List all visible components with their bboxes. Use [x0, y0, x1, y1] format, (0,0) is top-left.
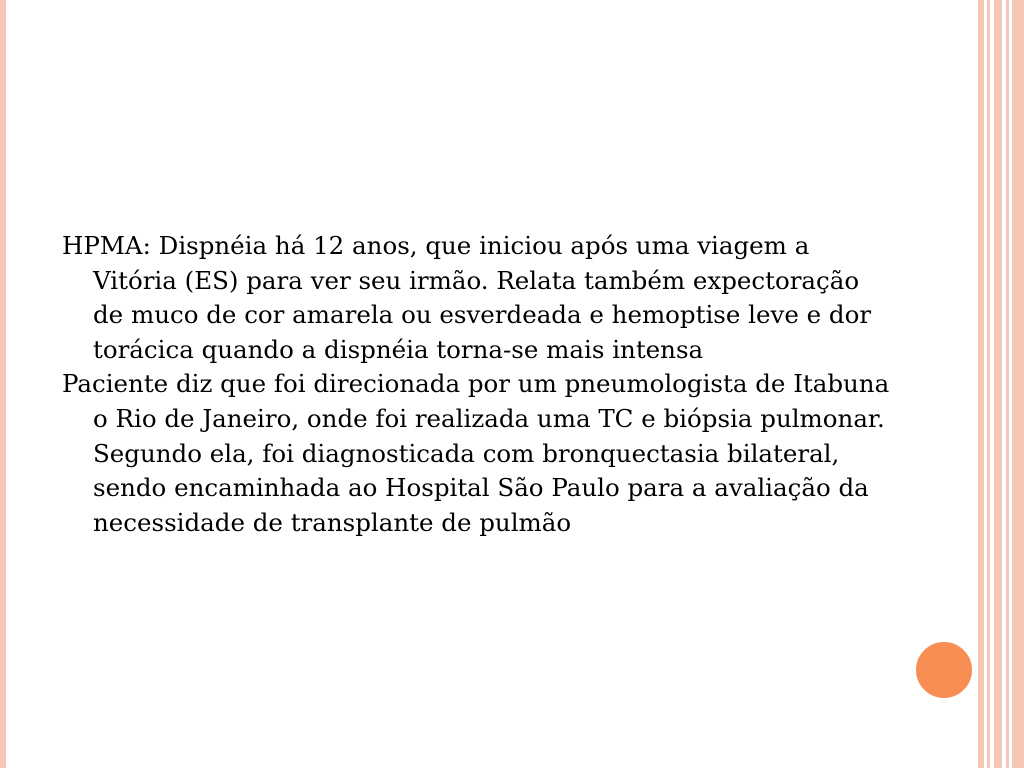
stripe: [994, 0, 1002, 768]
stripe: [1012, 0, 1024, 768]
stripe: [1006, 0, 1009, 768]
paragraph-hpma: HPMA: Dispnéia há 12 anos, que iniciou após uma viagem a Vitória (ES) para ver seu irmão. Relata também expectoração de muco de cor amarela ou esverdeada e hemoptise leve e dor torácica quando a dispnéia torna-se mais intensa: [62, 231, 872, 364]
accent-circle: [913, 639, 975, 701]
slide-body: [62, 229, 892, 540]
stripe: [978, 0, 984, 768]
stripe: [987, 0, 990, 768]
paragraph-paciente: Paciente diz que foi direcionada por um pneumologista de Itabuna o Rio de Janeiro, onde foi realizada uma TC e biópsia pulmonar. Segundo ela, foi diagnosticada com bronquectasia bilateral, sendo encaminhada ao Hospital São Paulo para a avaliação da necessidade de transplante de pulmão: [62, 369, 890, 537]
left-border-decoration: [0, 0, 6, 768]
